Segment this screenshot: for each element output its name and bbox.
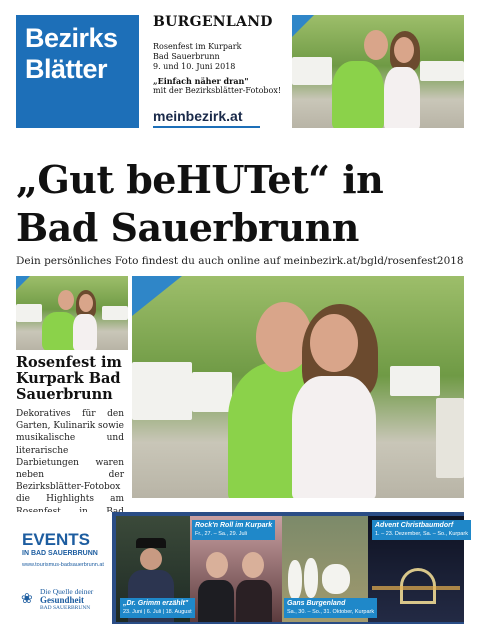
event-advent-title: Advent Christbaumdorf	[375, 522, 454, 529]
logo-line-1: Bezirks	[25, 23, 118, 53]
quelle-logo	[40, 588, 93, 612]
headline-line-2: Bad Sauerbrunn	[16, 205, 359, 250]
top-photo	[292, 15, 464, 128]
headline-line-1: „Gut beHUTet“ in	[16, 157, 384, 202]
spring-icon: ❀	[21, 591, 33, 607]
headline-subline: Dein persönliches Foto findest du auch online auf meinbezirk.at/bgld/rosenfest2018	[16, 255, 464, 267]
event-grimm-dates: 23. Juni | 6. Juli | 18. August	[123, 609, 192, 615]
event-line-3: 9. und 10. Juni 2018	[153, 62, 236, 71]
site-link[interactable]: meinbezirk.at	[153, 108, 243, 124]
event-grimm-title: „Dr. Grimm erzählt"	[123, 600, 189, 607]
event-advent-dates: 1. – 23. Dezember, Sa. – So., Kurpark	[375, 531, 468, 537]
event-gans[interactable]	[284, 598, 377, 618]
event-rocknroll-title: Rock'n Roll im Kurpark	[195, 522, 273, 529]
quelle-line-2: Gesundheit	[40, 595, 85, 605]
events-title: EVENTS	[22, 530, 91, 549]
event-gans-dates: Sa., 30. – So., 31. Oktober, Kurpark	[287, 609, 375, 615]
quelle-line-3: BAD SAUERBRUNN	[40, 605, 91, 611]
event-info	[153, 42, 241, 72]
logo-line-2: Blätter	[25, 54, 108, 84]
story-body: Dekoratives für den Garten, Kulinarik sowie musikalische und literarische Darbietungen waren neben der Bezirksblätter-Fotobox die Highlights am	[16, 409, 124, 505]
claim-line-1: „Einfach näher dran"	[153, 76, 249, 86]
claim-line-2: mit der Bezirksblätter-Fotobox!	[153, 86, 282, 95]
quelle-line-1: Die Quelle deiner	[40, 587, 94, 596]
events-url[interactable]: www.tourismus-badsauerbrunn.at	[22, 562, 104, 568]
site-underline	[153, 126, 260, 128]
event-rocknroll-dates: Fr., 27. – Sa., 29. Juli	[195, 531, 247, 537]
event-line-2: Bad Sauerbrunn	[153, 52, 220, 61]
event-line-1: Rosenfest im Kurpark	[153, 42, 242, 51]
event-gans-title: Gans Burgenland	[287, 600, 346, 607]
main-photo	[132, 276, 464, 498]
fotobox-claim	[153, 76, 281, 96]
event-advent[interactable]	[372, 520, 471, 540]
story-title: Rosenfest im Kurpark Bad Sauerbrunn	[16, 354, 122, 403]
bezirksblaetter-logo	[16, 15, 139, 128]
event-grimm[interactable]	[120, 598, 195, 618]
headline	[16, 156, 476, 252]
region-label: BURGENLAND	[153, 14, 273, 30]
events-subtitle: IN BAD SAUERBRUNN	[22, 550, 98, 557]
event-rocknroll[interactable]	[192, 520, 275, 540]
small-photo	[16, 276, 128, 350]
